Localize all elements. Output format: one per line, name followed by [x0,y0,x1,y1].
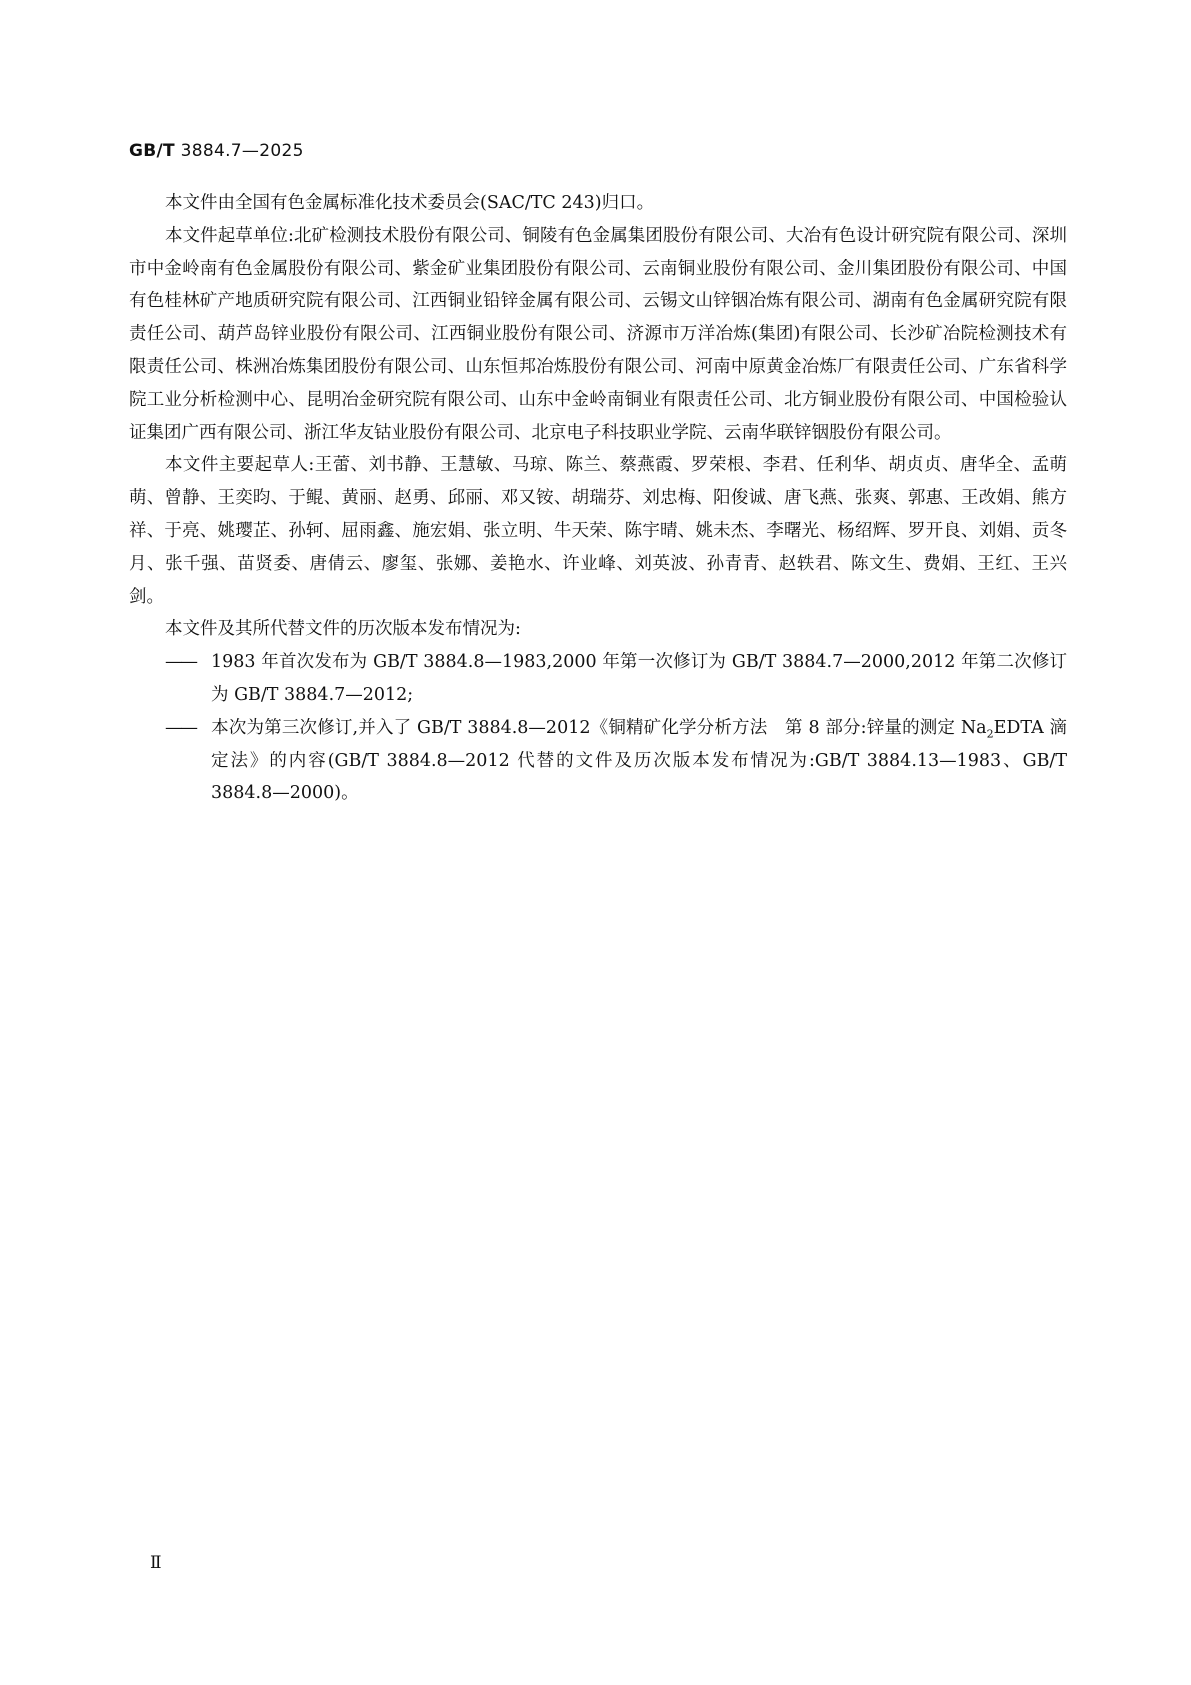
history-item-2 [129,712,1067,810]
subscript: 2 [986,727,994,741]
dash-marker: —— [165,717,196,738]
history-item-1 [129,646,1067,712]
history-intro-paragraph: 本文件及其所代替文件的历次版本发布情况为: [165,619,521,640]
drafters-paragraph: 本文件主要起草人:王蕾、刘书静、王慧敏、马琼、陈兰、蔡燕霞、罗荣根、李君、任利华、胡贞贞、唐华全、孟萌萌、曾静、王奕昀、于鲲、黄丽、赵勇、邱丽、邓又铵、胡瑞芬、刘忠梅、阳俊诚、唐飞燕、张爽、郭惠、王改娟、熊方祥、于亮、姚璎芷、孙轲、屈雨鑫、施宏娟、张立明、牛天荣、陈宇晴、姚未杰、李曙光、杨绍辉、罗开良、刘娟、贡冬月、张千强、苗贤委、唐倩云、廖玺、张娜、姜艳水、许业峰、刘英波、孙青青、赵轶君、陈文生、费娟、王红、王兴剑。 [129,455,1067,607]
committee-paragraph: 本文件由全国有色金属标准化技术委员会(SAC/TC 243)归口。 [165,193,655,213]
history-item-2-text-b: EDTA 滴定法》的内容(GB/T 3884.8—2012 代替的文件及历次版本发布情况为:GB/T 3884.13—1983、GB/T 3884.8—2000)。 [211,717,1067,804]
document-header [129,141,304,161]
foreword-content [129,187,1067,810]
history-item-2-text-a: 本次为第三次修订,并入了 GB/T 3884.8—2012《铜精矿化学分析方法 第 8 部分:锌量的测定 Na [211,717,987,738]
history-item-1-text: 1983 年首次发布为 GB/T 3884.8—1983,2000 年第一次修订为 GB/T 3884.7—2000,2012 年第二次修订为 GB/T 3884.7—2012; [211,652,1067,705]
standard-prefix: GB/T [129,141,175,161]
standard-number: 3884.7—2025 [180,141,304,161]
dash-marker: —— [165,652,196,673]
page-number: Ⅱ [150,1553,162,1573]
drafting-units-paragraph: 本文件起草单位:北矿检测技术股份有限公司、铜陵有色金属集团股份有限公司、大冶有色设计研究院有限公司、深圳市中金岭南有色金属股份有限公司、紫金矿业集团股份有限公司、云南铜业股份有限公司、金川集团股份有限公司、中国有色桂林矿产地质研究院有限公司、江西铜业铅锌金属有限公司、云锡文山锌铟冶炼有限公司、湖南有色金属研究院有限责任公司、葫芦岛锌业股份有限公司、江西铜业股份有限公司、济源市万洋冶炼(集团)有限公司、长沙矿冶院检测技术有限责任公司、株洲冶炼集团股份有限公司、山东恒邦冶炼股份有限公司、河南中原黄金冶炼厂有限责任公司、广东省科学院工业分析检测中心、昆明冶金研究院有限公司、山东中金岭南铜业有限责任公司、北方铜业股份有限公司、中国检验认证集团广西有限公司、浙江华友钴业股份有限公司、北京电子科技职业学院、云南华联锌铟股份有限公司。 [129,225,1067,443]
